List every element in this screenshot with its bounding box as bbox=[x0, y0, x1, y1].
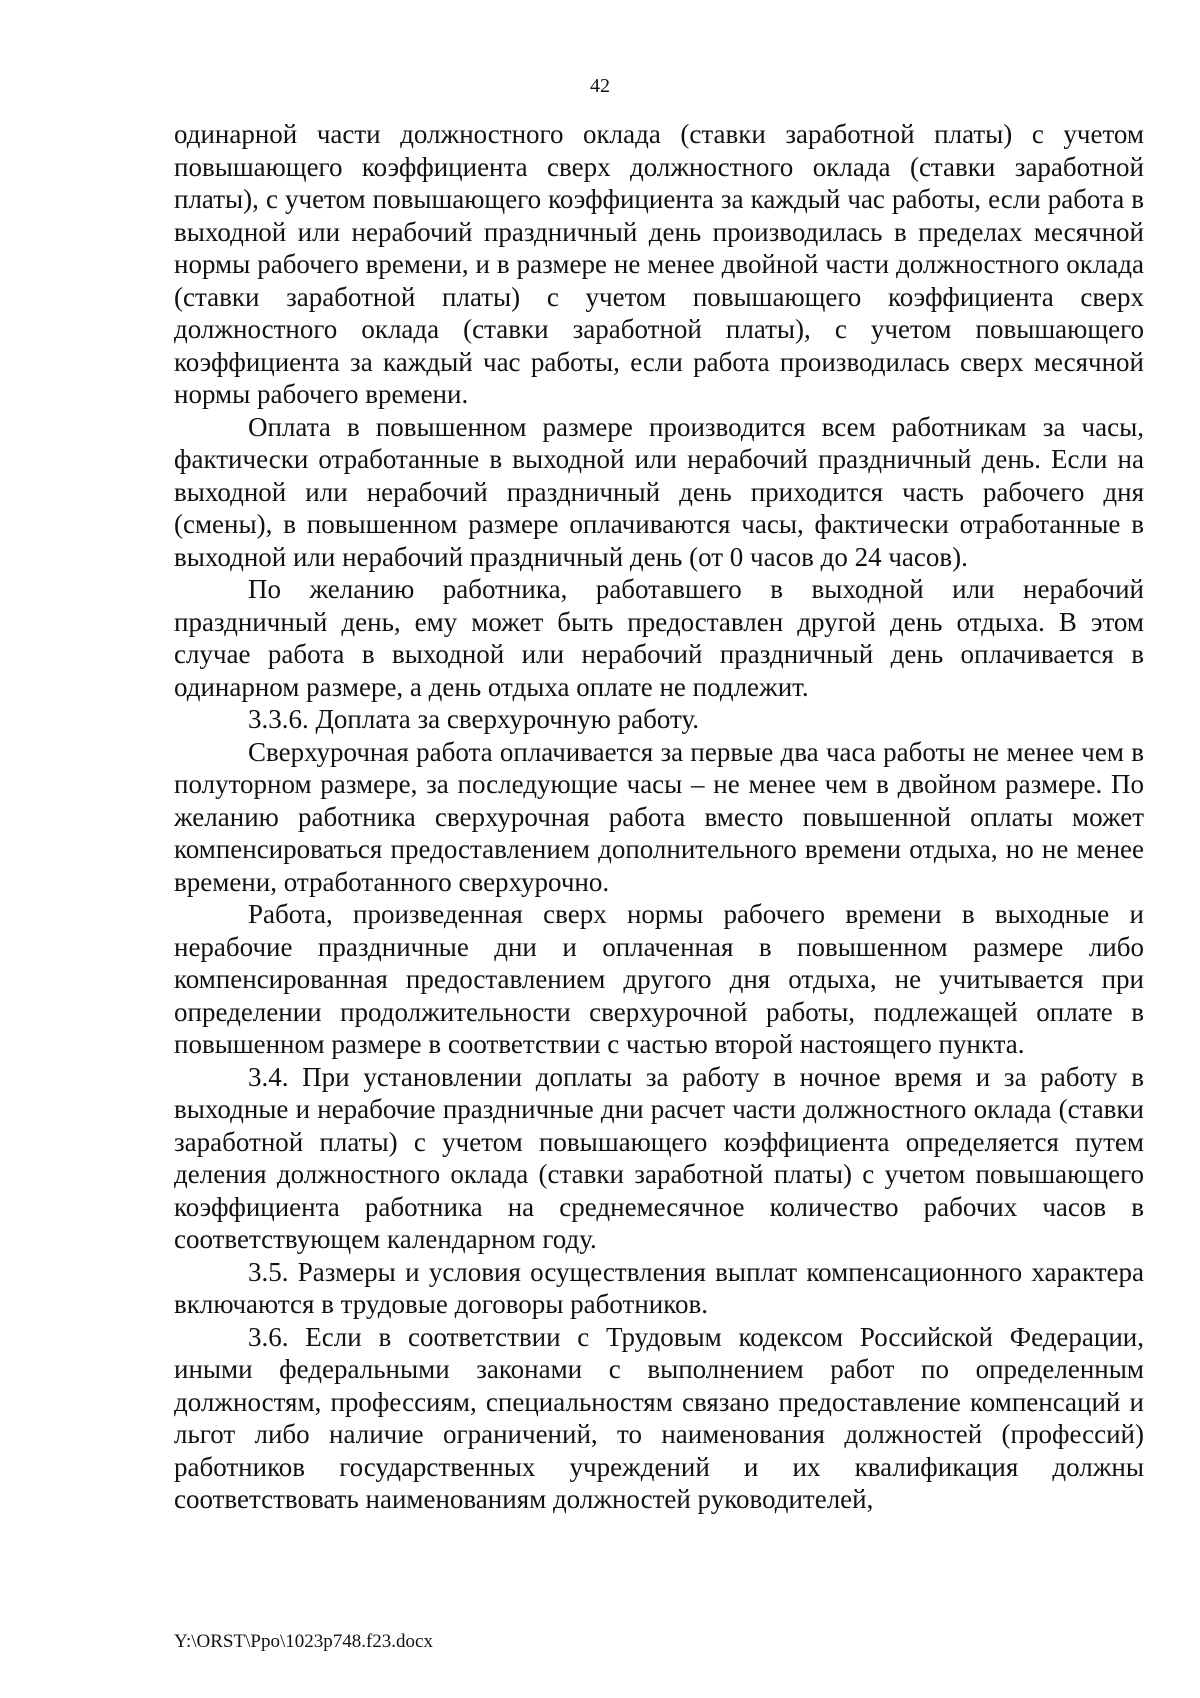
section-3-4: 3.4. При установлении доплаты за работу в ночное время и за работу в выходные и нерабочие праздничные дни расчет части должностного оклада (ставки заработной платы) с учетом повышающего коэффициента определяется путем деления должностного оклада (ставки заработной платы) с учетом повышающего коэффициента работника на среднемесячное количество рабочих часов в соответствующем календарном году. bbox=[174, 1061, 1144, 1254]
section-heading-3-3-6: 3.3.6. Доплата за сверхурочную работу. bbox=[248, 704, 700, 734]
section-3-6: 3.6. Если в соответствии с Трудовым кодексом Российской Федерации, иными федеральными законами с выполнением работ по определенным должностям, профессиям, специальностям связано предоставление компенсаций и льгот либо наличие ограничений, то наименования должностей (профессий) работников государственных учреждений и их квалификация должны соответствовать наименованиям должностей руководителей, bbox=[174, 1321, 1144, 1514]
paragraph: Работа, произведенная сверх нормы рабочего времени в выходные и нерабочие праздничные дни и оплаченная в повышенном размере либо компенсированная предоставлением другого дня отдыха, не учитывается при определении продолжительности сверхурочной работы, подлежащей оплате в повышенном размере в соответствии с частью второй настоящего пункта. bbox=[174, 899, 1144, 1059]
paragraph: Сверхурочная работа оплачивается за первые два часа работы не менее чем в полуторном размере, за последующие часы – не менее чем в двойном размере. По желанию работника сверхурочная работа вместо повышенной оплаты может компенсироваться предоставлением дополнительного времени отдыха, но не менее времени, отработанного сверхурочно. bbox=[174, 736, 1144, 897]
paragraph-continuation: одинарной части должностного оклада (ставки заработной платы) с учетом повышающего коэффициента сверх должностного оклада (ставки заработной платы), с учетом повышающего коэффициента за каждый час работы, если работа в выходной или нерабочий праздничный день производилась в пределах месячной нормы рабочего времени, и в размере не менее двойной части должностного оклада (ставки заработной платы) с учетом повышающего коэффициента сверх должностного оклада (ставки заработной платы), с учетом повышающего коэффициента за каждый час работы, если работа производилась сверх месячной нормы рабочего времени. bbox=[174, 119, 1144, 409]
paragraph: По желанию работника, работавшего в выходной или нерабочий праздничный день, ему может быть предоставлен другой день отдыха. В этом случае работа в выходной или нерабочий праздничный день оплачивается в одинарном размере, а день отдыха оплате не подлежит. bbox=[174, 574, 1144, 702]
footer-file-path: Y:\ORST\Ppo\1023p748.f23.docx bbox=[174, 1631, 433, 1652]
page-number: 42 bbox=[590, 75, 610, 97]
section-3-5: 3.5. Размеры и условия осуществления выплат компенсационного характера включаются в трудовые договоры работников. bbox=[174, 1256, 1144, 1319]
document-body bbox=[174, 118, 1144, 1516]
paragraph: Оплата в повышенном размере производится всем работникам за часы, фактически отработанные в выходной или нерабочий праздничный день. Если на выходной или нерабочий праздничный день приходится часть рабочего дня (смены), в повышенном размере оплачиваются часы, фактически отработанные в выходной или нерабочий праздничный день (от 0 часов до 24 часов). bbox=[174, 411, 1144, 572]
